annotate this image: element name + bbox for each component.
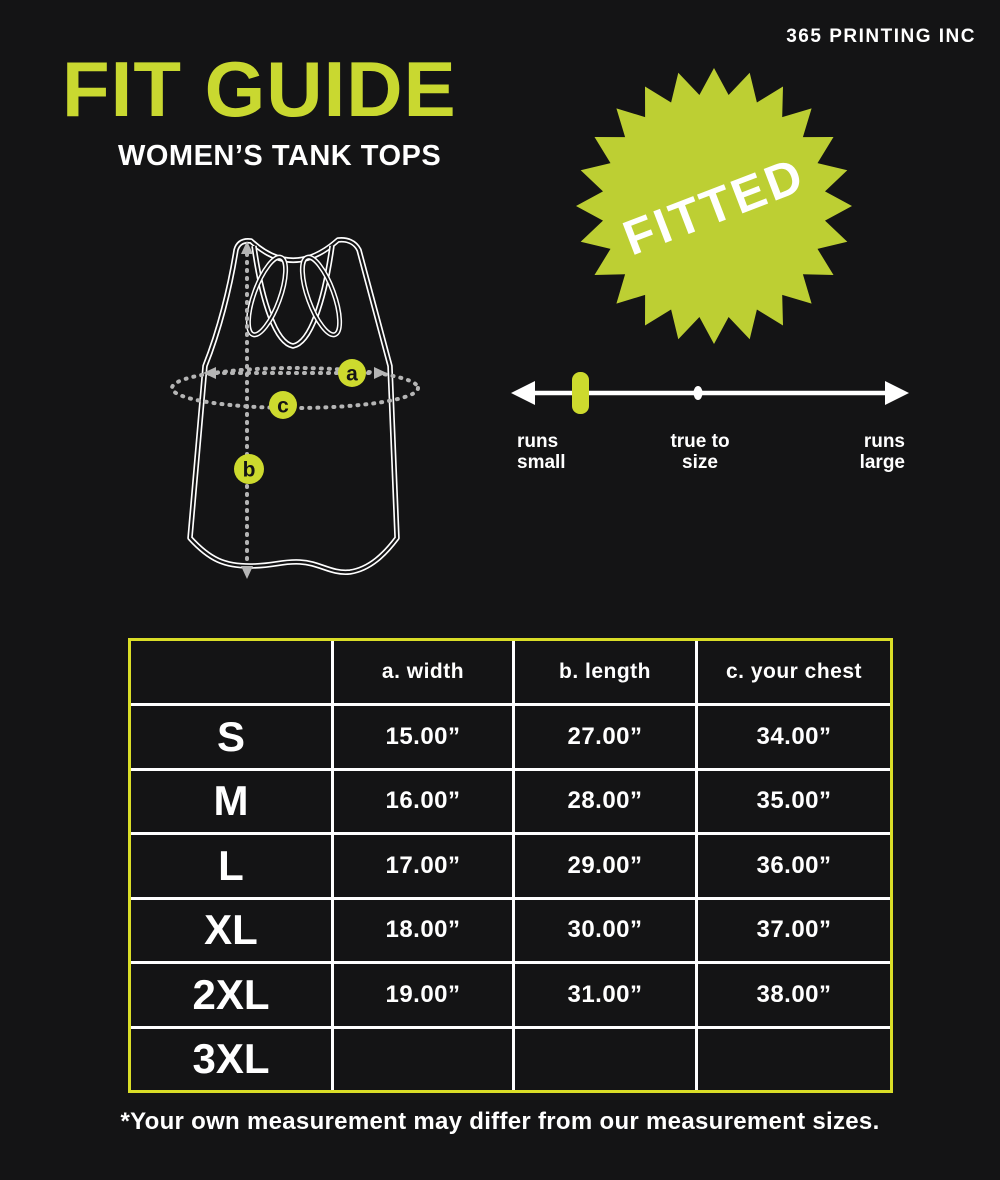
table-cell-width: 18.00” — [334, 900, 512, 962]
fit-scale — [505, 367, 915, 419]
scale-label-line: true to — [670, 431, 730, 452]
marker-b-circle — [234, 454, 264, 484]
table-cell-length: 30.00” — [515, 900, 695, 962]
table-row-size: L — [131, 835, 331, 897]
fitted-starburst-badge — [574, 66, 854, 346]
marker-b-label: b — [242, 458, 256, 482]
table-cell-chest: 38.00” — [698, 964, 890, 1026]
table-cell-chest — [698, 1029, 890, 1091]
table-cell-chest: 34.00” — [698, 706, 890, 768]
scale-right-arrow-icon — [885, 381, 909, 405]
table-header-width: a. width — [334, 641, 512, 703]
scale-center-dot — [694, 386, 703, 400]
marker-a-label: a — [346, 362, 358, 386]
table-row-size: 3XL — [131, 1029, 331, 1091]
table-header-length: b. length — [515, 641, 695, 703]
table-cell-width — [334, 1029, 512, 1091]
marker-a-circle — [338, 359, 366, 387]
scale-left-arrow-icon — [511, 381, 535, 405]
scale-label-runs-large — [833, 431, 905, 474]
scale-label-runs-small — [517, 431, 566, 474]
table-row-size: S — [131, 706, 331, 768]
badge-label: FITTED — [616, 147, 813, 267]
scale-position-marker — [572, 372, 589, 414]
table-cell-length: 29.00” — [515, 835, 695, 897]
size-table — [128, 638, 893, 1093]
table-cell-width: 16.00” — [334, 771, 512, 833]
table-row-size: M — [131, 771, 331, 833]
table-cell-length: 31.00” — [515, 964, 695, 1026]
table-cell-length: 28.00” — [515, 771, 695, 833]
measurement-disclaimer: *Your own measurement may differ from our measurement sizes. — [120, 1108, 880, 1135]
table-cell-chest: 36.00” — [698, 835, 890, 897]
table-cell-chest: 37.00” — [698, 900, 890, 962]
scale-label-line: large — [859, 452, 905, 474]
brand-text: 365 PRINTING INC — [786, 26, 976, 47]
scale-label-line: runs — [517, 431, 559, 452]
table-header-empty — [131, 641, 331, 703]
tank-top-diagram — [140, 228, 440, 608]
table-cell-length: 27.00” — [515, 706, 695, 768]
table-cell-width: 15.00” — [334, 706, 512, 768]
table-row-size: 2XL — [131, 964, 331, 1026]
page-title: FIT GUIDE — [62, 45, 457, 133]
table-cell-width: 17.00” — [334, 835, 512, 897]
scale-label-line: size — [682, 452, 718, 474]
marker-c-label: c — [277, 394, 289, 418]
scale-label-true-to-size — [650, 431, 750, 474]
table-header-chest: c. your chest — [698, 641, 890, 703]
page-subtitle: WOMEN’S TANK TOPS — [118, 140, 442, 172]
table-cell-width: 19.00” — [334, 964, 512, 1026]
table-cell-length — [515, 1029, 695, 1091]
marker-c-circle — [269, 391, 297, 419]
table-cell-chest: 35.00” — [698, 771, 890, 833]
table-row-size: XL — [131, 900, 331, 962]
scale-label-line: small — [517, 452, 566, 474]
scale-label-line: runs — [863, 431, 905, 452]
